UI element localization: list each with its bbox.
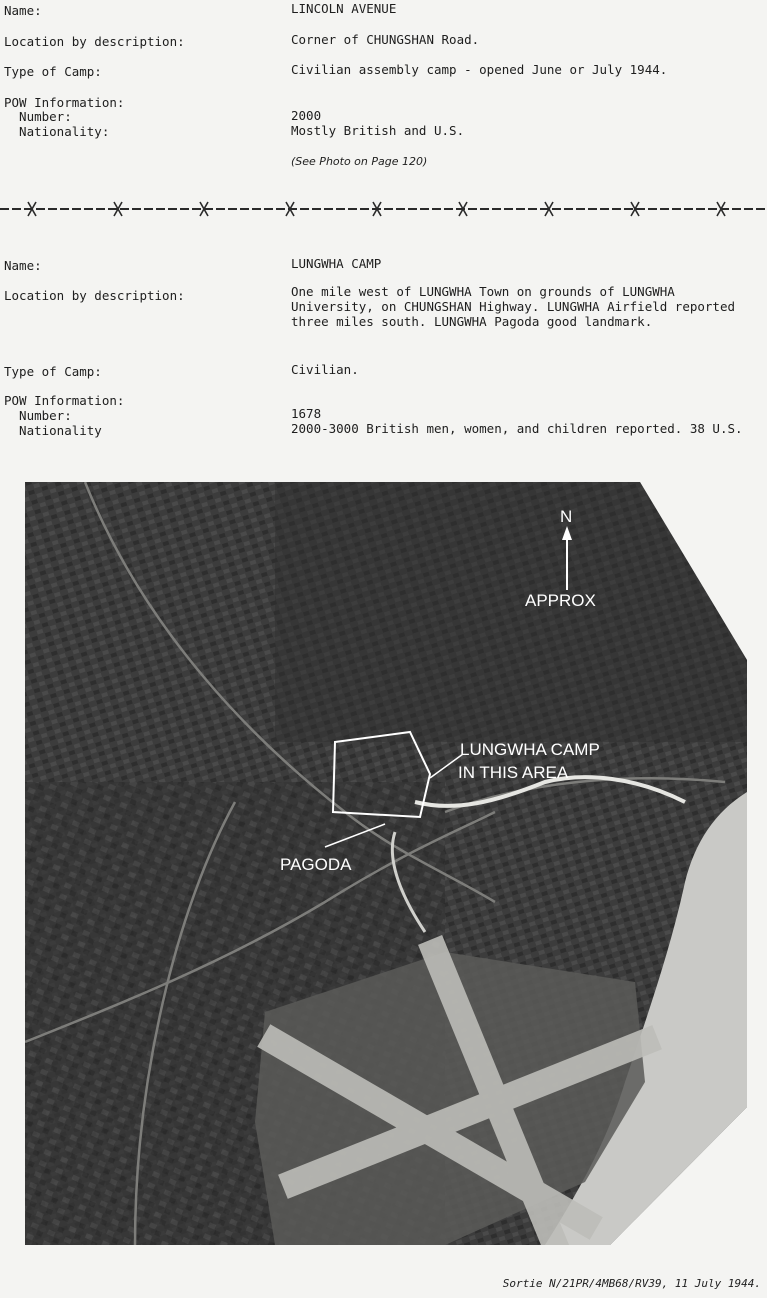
entry1-nationality-value: Mostly British and U.S.: [291, 123, 465, 138]
camp-label-line1: LUNGWHA CAMP: [460, 740, 600, 759]
entry1-location-value: Corner of CHUNGSHAN Road.: [291, 32, 480, 47]
entry2-name-value: LUNGWHA CAMP: [291, 256, 382, 271]
entry2-nationality-label: Nationality: [4, 423, 102, 438]
entry2-location-label: Location by description:: [4, 288, 185, 303]
sortie-caption: Sortie N/21PR/4MB68/RV39, 11 July 1944.: [502, 1277, 761, 1290]
entry2-pow-label: POW Information:: [4, 393, 125, 408]
entry2-number-label: Number:: [4, 408, 72, 423]
entry2-number-value: 1678: [291, 406, 322, 421]
entry1-pow-label: POW Information:: [4, 95, 125, 110]
camp-label-line2: IN THIS AREA: [458, 763, 569, 782]
entry1-nationality-label: Nationality:: [4, 124, 110, 139]
entry1-location-label: Location by description:: [4, 34, 185, 49]
entry2-type-label: Type of Camp:: [4, 364, 102, 379]
entry2-nationality-value: 2000-3000 British men, women, and children reported. 38 U.S.: [291, 421, 743, 436]
entry1-type-value: Civilian assembly camp - opened June or July 1944.: [291, 62, 668, 77]
entry1-name-label: Name:: [4, 3, 42, 18]
entry1-name-value: LINCOLN AVENUE: [291, 1, 397, 16]
approx-label: APPROX: [525, 591, 596, 610]
entry1-number-value: 2000: [291, 108, 322, 123]
north-label: N: [560, 507, 573, 526]
barbed-wire-divider: [0, 198, 767, 220]
entry1-type-label: Type of Camp:: [4, 64, 102, 79]
entry1-photo-reference: (See Photo on Page 120): [291, 155, 428, 168]
pagoda-label: PAGODA: [280, 855, 352, 874]
entry2-location-value: One mile west of LUNGWHA Town on grounds of LUNGWHA University, on CHUNGSHAN Highway. LUNGWHA Airfield reported three miles south. LUNGWHA Pagoda good landmark.: [291, 284, 736, 329]
aerial-photo: [25, 482, 747, 1245]
entry2-type-value: Civilian.: [291, 362, 359, 377]
entry2-name-label: Name:: [4, 258, 42, 273]
entry1-number-label: Number:: [4, 109, 72, 124]
